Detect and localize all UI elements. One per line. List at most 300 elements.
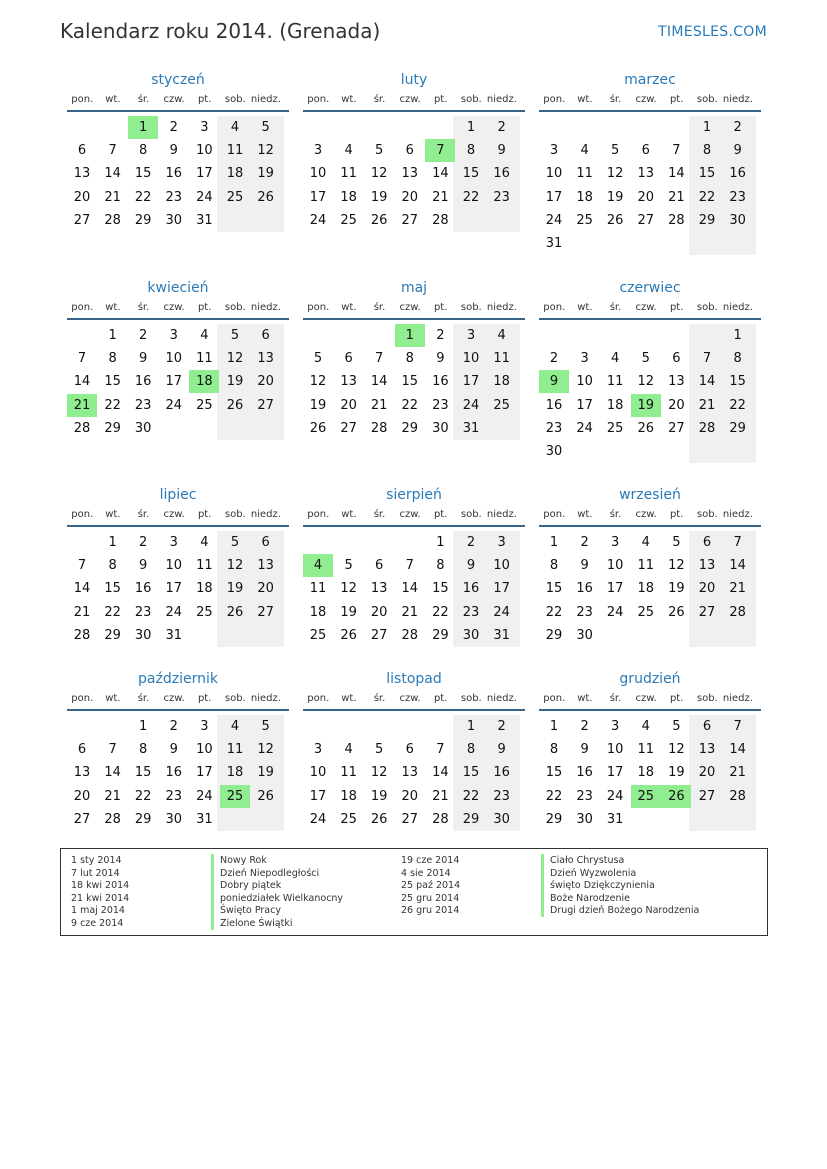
day-cell: 9 xyxy=(466,558,476,574)
weekday-header: niedz. xyxy=(250,94,281,105)
day-cell: 30 xyxy=(462,627,480,643)
weekday-header: niedz. xyxy=(486,302,517,313)
weekday-header: pt. xyxy=(197,509,212,520)
day-cell: 26 xyxy=(257,189,274,205)
day-cell: 28 xyxy=(73,420,91,436)
day-cell: 9 xyxy=(497,143,506,159)
month-name: sierpień xyxy=(386,487,442,503)
day-cell: 13 xyxy=(698,742,716,758)
legend-holiday-name: Dzień Niepodległości xyxy=(211,867,319,880)
day-cell: 9 xyxy=(139,351,148,367)
weekday-header: pt. xyxy=(197,302,212,313)
weekday-header: niedz. xyxy=(722,509,753,520)
day-cell: 26 xyxy=(226,397,244,413)
day-cell: 31 xyxy=(165,627,183,643)
month-divider xyxy=(539,318,761,320)
day-cell: 1 xyxy=(139,719,148,734)
month-name: lipiec xyxy=(159,487,197,503)
day-cell: 25 xyxy=(576,212,593,228)
day-cell: 10 xyxy=(462,351,480,367)
day-cell: 17 xyxy=(196,166,213,182)
day-cell: 28 xyxy=(729,788,746,804)
day-cell: 28 xyxy=(370,420,388,436)
day-cell: 21 xyxy=(729,581,746,597)
month-name: czerwiec xyxy=(619,280,681,296)
day-cell: 20 xyxy=(73,189,91,205)
day-cell: 19 xyxy=(340,604,357,620)
month-name: wrzesień xyxy=(619,487,681,503)
day-cell: 21 xyxy=(104,788,121,804)
day-cell: 17 xyxy=(196,765,213,781)
holiday-day-cell: 25 xyxy=(220,785,250,808)
day-cell: 4 xyxy=(580,143,589,159)
day-cell: 18 xyxy=(226,166,244,182)
day-cell: 2 xyxy=(580,719,589,734)
day-cell: 1 xyxy=(702,120,712,135)
weekday-header: pon. xyxy=(307,302,330,313)
day-cell: 17 xyxy=(165,581,183,597)
day-cell: 7 xyxy=(77,558,87,574)
day-cell: 12 xyxy=(637,374,655,390)
day-cell: 3 xyxy=(169,328,178,343)
day-cell: 29 xyxy=(104,627,121,643)
day-cell: 26 xyxy=(668,604,685,620)
day-cell: 10 xyxy=(165,558,183,574)
weekday-header: czw. xyxy=(399,302,421,313)
legend-date: 26 gru 2014 xyxy=(401,905,460,917)
day-cell: 5 xyxy=(672,535,681,550)
day-cell: 12 xyxy=(226,351,244,367)
day-cell: 20 xyxy=(370,604,388,620)
weekday-header: pon. xyxy=(543,302,566,313)
day-cell: 7 xyxy=(405,558,414,574)
day-cell: 4 xyxy=(230,719,240,734)
weekday-header: sob. xyxy=(696,509,718,520)
day-cell: 24 xyxy=(576,420,593,436)
day-cell: 13 xyxy=(668,374,685,390)
day-cell: 15 xyxy=(545,765,563,781)
day-cell: 3 xyxy=(200,719,209,734)
day-cell: 20 xyxy=(401,788,419,804)
legend-holiday-name: Nowy Rok xyxy=(211,854,267,867)
day-cell: 12 xyxy=(668,558,685,574)
day-cell: 16 xyxy=(462,581,480,597)
day-cell: 13 xyxy=(698,558,716,574)
weekday-header: pt. xyxy=(433,693,448,704)
brand-logo-link[interactable]: TIMESLES.COM xyxy=(658,24,767,40)
holiday-day-cell: 9 xyxy=(539,370,569,393)
day-cell: 12 xyxy=(257,742,274,758)
month-name: kwiecień xyxy=(147,280,209,296)
day-cell: 2 xyxy=(139,328,148,343)
day-cell: 16 xyxy=(493,166,510,182)
day-cell: 24 xyxy=(462,397,480,413)
month-divider xyxy=(67,525,289,527)
day-cell: 2 xyxy=(497,719,506,734)
day-cell: 28 xyxy=(698,420,716,436)
day-cell: 3 xyxy=(313,143,323,159)
weekday-header: czw. xyxy=(399,693,421,704)
day-cell: 8 xyxy=(702,143,712,159)
weekday-header: pt. xyxy=(669,302,684,313)
day-cell: 21 xyxy=(432,189,449,205)
weekday-header: śr. xyxy=(373,693,386,704)
day-cell: 1 xyxy=(733,328,742,343)
day-cell: 27 xyxy=(698,604,716,620)
day-cell: 3 xyxy=(497,535,506,550)
day-cell: 15 xyxy=(134,166,152,182)
day-cell: 29 xyxy=(729,420,746,436)
day-cell: 27 xyxy=(668,420,685,436)
day-cell: 10 xyxy=(196,143,213,159)
day-cell: 9 xyxy=(436,351,445,367)
day-cell: 7 xyxy=(77,351,87,367)
day-cell: 21 xyxy=(432,788,449,804)
day-cell: 22 xyxy=(729,397,746,413)
holiday-day-cell: 1 xyxy=(395,324,425,347)
weekday-header: czw. xyxy=(163,302,185,313)
day-cell: 10 xyxy=(576,374,593,390)
day-cell: 21 xyxy=(668,189,685,205)
day-cell: 9 xyxy=(733,143,742,159)
legend-date: 7 lut 2014 xyxy=(71,867,120,879)
weekday-header: niedz. xyxy=(722,302,753,313)
day-cell: 26 xyxy=(226,604,244,620)
legend-date: 18 kwi 2014 xyxy=(71,880,130,892)
month-name: luty xyxy=(400,72,428,88)
day-cell: 8 xyxy=(733,351,742,367)
day-cell: 16 xyxy=(165,765,183,781)
weekday-header: sob. xyxy=(696,693,718,704)
day-cell: 19 xyxy=(370,189,388,205)
day-cell: 25 xyxy=(226,189,244,205)
weekday-header: śr. xyxy=(609,302,622,313)
day-cell: 13 xyxy=(257,558,274,574)
day-cell: 14 xyxy=(104,166,121,182)
month-divider xyxy=(539,525,761,527)
weekday-header: pon. xyxy=(71,302,94,313)
day-cell: 2 xyxy=(139,535,148,550)
day-cell: 14 xyxy=(729,558,746,574)
day-cell: 18 xyxy=(226,765,244,781)
day-cell: 25 xyxy=(309,627,327,643)
day-cell: 21 xyxy=(73,604,91,620)
day-cell: 29 xyxy=(432,627,449,643)
day-cell: 22 xyxy=(104,397,121,413)
weekday-header: śr. xyxy=(373,94,386,105)
day-cell: 18 xyxy=(606,397,624,413)
day-cell: 15 xyxy=(401,374,419,390)
weekday-header: sob. xyxy=(460,302,482,313)
legend-holiday-name: Święto Pracy xyxy=(211,904,281,917)
weekday-header: śr. xyxy=(609,509,622,520)
day-cell: 8 xyxy=(436,558,445,574)
day-cell: 13 xyxy=(637,166,655,182)
day-cell: 6 xyxy=(672,351,681,367)
day-cell: 24 xyxy=(196,788,213,804)
day-cell: 3 xyxy=(611,719,620,734)
month-name: październik xyxy=(138,671,218,687)
weekday-header: śr. xyxy=(373,302,386,313)
legend-holiday-name: poniedziałek Wielkanocny xyxy=(211,892,343,905)
weekday-header: śr. xyxy=(609,94,622,105)
weekday-header: pon. xyxy=(307,693,330,704)
legend-date: 9 cze 2014 xyxy=(71,918,124,929)
day-cell: 7 xyxy=(672,143,681,159)
day-cell: 27 xyxy=(637,212,655,228)
day-cell: 16 xyxy=(432,374,449,390)
day-cell: 2 xyxy=(549,351,559,367)
day-cell: 19 xyxy=(226,374,244,390)
day-cell: 4 xyxy=(344,742,353,758)
day-cell: 6 xyxy=(702,535,712,550)
day-cell: 13 xyxy=(401,765,419,781)
day-cell: 31 xyxy=(462,420,480,436)
weekday-header: sob. xyxy=(224,94,246,105)
day-cell: 5 xyxy=(261,719,270,734)
weekday-header: pon. xyxy=(307,509,330,520)
day-cell: 6 xyxy=(405,742,414,758)
day-cell: 11 xyxy=(226,143,244,159)
day-cell: 2 xyxy=(169,120,178,135)
day-cell: 5 xyxy=(672,719,681,734)
weekday-header: wt. xyxy=(577,509,593,520)
day-cell: 30 xyxy=(493,811,510,827)
day-cell: 19 xyxy=(226,581,244,597)
day-cell: 23 xyxy=(165,788,183,804)
day-cell: 8 xyxy=(466,143,476,159)
legend-date: 25 paź 2014 xyxy=(401,880,461,892)
day-cell: 8 xyxy=(405,351,414,367)
holiday-legend xyxy=(60,848,768,936)
day-cell: 13 xyxy=(370,581,388,597)
day-cell: 17 xyxy=(606,765,624,781)
day-cell: 1 xyxy=(108,535,117,550)
weekday-header: pon. xyxy=(71,693,94,704)
day-cell: 24 xyxy=(606,604,624,620)
day-cell: 17 xyxy=(493,581,510,597)
day-cell: 18 xyxy=(309,604,327,620)
day-cell: 30 xyxy=(576,627,593,643)
day-cell: 20 xyxy=(257,581,274,597)
day-cell: 24 xyxy=(493,604,510,620)
day-cell: 5 xyxy=(375,143,384,159)
day-cell: 27 xyxy=(340,420,357,436)
day-cell: 11 xyxy=(196,351,213,367)
day-cell: 19 xyxy=(309,397,327,413)
day-cell: 27 xyxy=(370,627,388,643)
day-cell: 11 xyxy=(493,351,510,367)
weekday-header: czw. xyxy=(163,693,185,704)
day-cell: 17 xyxy=(576,397,593,413)
day-cell: 3 xyxy=(466,328,476,343)
day-cell: 22 xyxy=(134,788,152,804)
day-cell: 6 xyxy=(344,351,353,367)
day-cell: 27 xyxy=(401,811,419,827)
day-cell: 17 xyxy=(165,374,183,390)
day-cell: 11 xyxy=(196,558,213,574)
day-cell: 29 xyxy=(104,420,121,436)
day-cell: 20 xyxy=(401,189,419,205)
month-name: styczeń xyxy=(151,72,205,88)
day-cell: 8 xyxy=(108,558,117,574)
day-cell: 15 xyxy=(462,166,480,182)
day-cell: 15 xyxy=(462,765,480,781)
day-cell: 22 xyxy=(432,604,449,620)
day-cell: 22 xyxy=(104,604,121,620)
legend-date: 21 kwi 2014 xyxy=(71,892,130,904)
day-cell: 25 xyxy=(606,420,624,436)
day-cell: 23 xyxy=(165,189,183,205)
day-cell: 10 xyxy=(309,166,327,182)
weekday-header: pt. xyxy=(433,509,448,520)
weekday-header: wt. xyxy=(341,94,357,105)
month-divider xyxy=(67,318,289,320)
day-cell: 8 xyxy=(549,742,559,758)
day-cell: 11 xyxy=(340,166,357,182)
day-cell: 9 xyxy=(139,558,148,574)
day-cell: 2 xyxy=(169,719,178,734)
weekday-header: wt. xyxy=(105,302,121,313)
day-cell: 25 xyxy=(637,604,655,620)
day-cell: 6 xyxy=(375,558,384,574)
day-cell: 24 xyxy=(165,397,183,413)
weekday-header: pt. xyxy=(669,693,684,704)
day-cell: 28 xyxy=(432,811,449,827)
day-cell: 11 xyxy=(637,742,655,758)
day-cell: 14 xyxy=(432,166,449,182)
day-cell: 20 xyxy=(73,788,91,804)
day-cell: 20 xyxy=(668,397,685,413)
day-cell: 23 xyxy=(134,397,152,413)
day-cell: 6 xyxy=(405,143,414,159)
day-cell: 2 xyxy=(497,120,506,135)
day-cell: 22 xyxy=(401,397,419,413)
weekday-header: wt. xyxy=(341,693,357,704)
day-cell: 4 xyxy=(497,328,506,343)
day-cell: 22 xyxy=(698,189,716,205)
day-cell: 24 xyxy=(309,212,327,228)
day-cell: 7 xyxy=(375,351,384,367)
day-cell: 7 xyxy=(733,535,742,550)
day-cell: 10 xyxy=(493,558,510,574)
day-cell: 10 xyxy=(309,765,327,781)
month-divider xyxy=(303,318,525,320)
day-cell: 3 xyxy=(580,351,589,367)
weekday-header: wt. xyxy=(341,302,357,313)
day-cell: 19 xyxy=(370,788,388,804)
day-cell: 5 xyxy=(230,535,240,550)
day-cell: 11 xyxy=(606,374,624,390)
weekday-header: wt. xyxy=(341,509,357,520)
day-cell: 23 xyxy=(729,189,746,205)
day-cell: 4 xyxy=(611,351,620,367)
weekday-header: śr. xyxy=(137,509,150,520)
month-name: listopad xyxy=(386,671,442,687)
day-cell: 27 xyxy=(698,788,716,804)
weekday-header: czw. xyxy=(163,509,185,520)
page-title: Kalendarz roku 2014. (Grenada) xyxy=(60,19,381,43)
day-cell: 26 xyxy=(309,420,327,436)
day-cell: 21 xyxy=(401,604,419,620)
day-cell: 22 xyxy=(462,189,480,205)
day-cell: 16 xyxy=(576,581,593,597)
weekday-header: pt. xyxy=(669,509,684,520)
legend-holiday-name: święto Dziękczynienia xyxy=(541,879,655,892)
day-cell: 16 xyxy=(134,581,152,597)
holiday-day-cell: 25 xyxy=(631,785,661,808)
day-cell: 13 xyxy=(401,166,419,182)
day-cell: 16 xyxy=(729,166,746,182)
day-cell: 28 xyxy=(729,604,746,620)
day-cell: 5 xyxy=(261,120,270,135)
day-cell: 18 xyxy=(576,189,593,205)
day-cell: 6 xyxy=(641,143,650,159)
day-cell: 16 xyxy=(545,397,563,413)
day-cell: 26 xyxy=(257,788,274,804)
weekday-header: czw. xyxy=(399,509,421,520)
day-cell: 20 xyxy=(257,374,274,390)
weekday-header: czw. xyxy=(399,94,421,105)
day-cell: 29 xyxy=(462,811,480,827)
holiday-day-cell: 19 xyxy=(631,394,661,417)
day-cell: 9 xyxy=(497,742,506,758)
day-cell: 4 xyxy=(344,143,353,159)
day-cell: 10 xyxy=(196,742,213,758)
day-cell: 21 xyxy=(698,397,716,413)
month-name: maj xyxy=(400,280,428,296)
weekday-header: śr. xyxy=(137,302,150,313)
day-cell: 8 xyxy=(466,742,476,758)
day-cell: 19 xyxy=(257,765,274,781)
weekday-header: czw. xyxy=(163,94,185,105)
day-cell: 23 xyxy=(134,604,152,620)
day-cell: 8 xyxy=(139,143,148,159)
day-cell: 1 xyxy=(108,328,117,343)
weekday-header: pt. xyxy=(669,94,684,105)
day-cell: 24 xyxy=(165,604,183,620)
weekday-header: pt. xyxy=(197,94,212,105)
day-cell: 29 xyxy=(545,811,563,827)
day-cell: 14 xyxy=(104,765,121,781)
day-cell: 16 xyxy=(493,765,510,781)
weekday-header: pon. xyxy=(71,509,94,520)
weekday-header: sob. xyxy=(224,509,246,520)
weekday-header: sob. xyxy=(460,94,482,105)
weekday-header: sob. xyxy=(460,693,482,704)
day-cell: 9 xyxy=(169,742,178,758)
day-cell: 17 xyxy=(606,581,624,597)
day-cell: 21 xyxy=(370,397,388,413)
day-cell: 1 xyxy=(549,719,559,734)
day-cell: 16 xyxy=(165,166,183,182)
weekday-header: pon. xyxy=(307,94,330,105)
day-cell: 5 xyxy=(611,143,620,159)
day-cell: 29 xyxy=(134,212,152,228)
day-cell: 30 xyxy=(576,811,593,827)
day-cell: 9 xyxy=(580,742,589,758)
weekday-header: niedz. xyxy=(250,509,281,520)
day-cell: 26 xyxy=(370,811,388,827)
day-cell: 26 xyxy=(340,627,357,643)
weekday-header: czw. xyxy=(635,94,657,105)
holiday-day-cell: 21 xyxy=(67,394,97,417)
weekday-header: czw. xyxy=(635,693,657,704)
day-cell: 9 xyxy=(580,558,589,574)
weekday-header: czw. xyxy=(635,302,657,313)
month-divider xyxy=(303,709,525,711)
day-cell: 15 xyxy=(545,581,563,597)
